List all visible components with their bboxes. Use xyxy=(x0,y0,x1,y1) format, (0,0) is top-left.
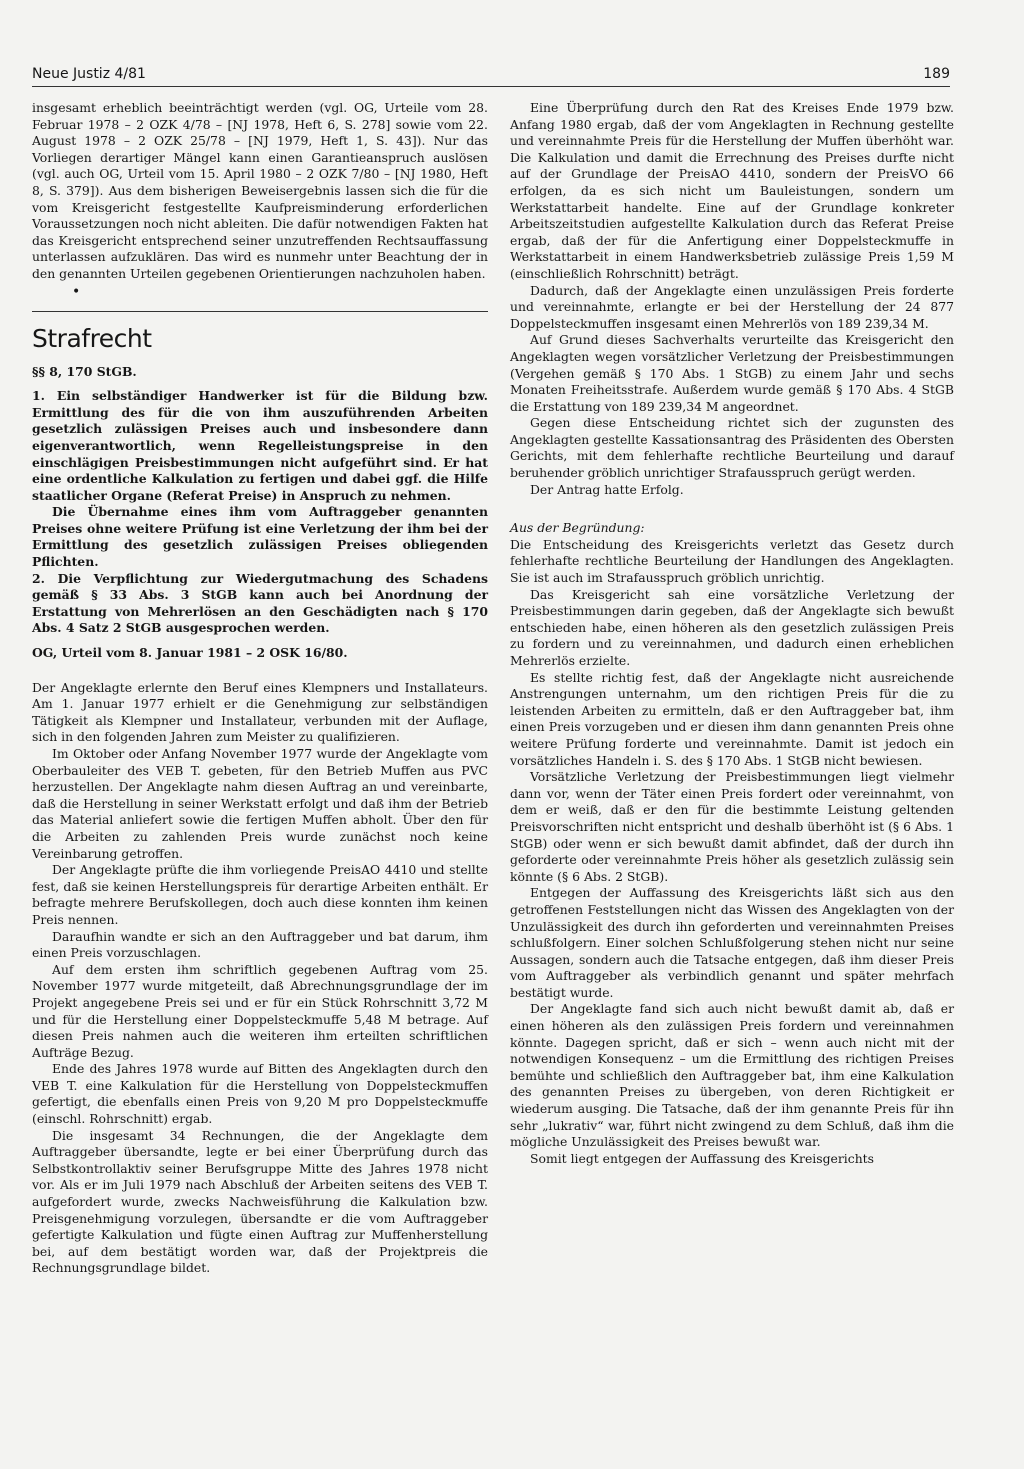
intro-paragraph: insgesamt erheblich beeinträchtigt werden (vgl. OG, Urteile vom 28. Februar 1978 – 2 OZK 4/78 – [NJ 1978, Heft 6, S. 278] sowie vom 22. August 1978 – 2 OZK 25/78 – [NJ 1979, Heft 1, S. 43]). Nur das Vorliegen derartiger Mängel kann einen Garantieanspruch auslösen (vgl. auch OG, Urteil vom 15. April 1980 – 2 OZK 7/80 – [NJ 1980, Heft 8, S. 379]). Aus dem bisherigen Beweisergebnis lassen sich die für die vom Kreisgericht festgestellte Kaufpreisminderung erforderlichen Voraussetzungen noch nicht ableiten. Die dafür notwendigen Fakten hat das Kreisgericht entsprechend seiner unzutreffenden Rechtsauffassung unterlassen aufzuklären. Das wird es nunmehr unter Beachtung der in den genannten Urteilen gegebenen Orientierungen nachzuholen haben. xyxy=(32,100,488,281)
facts-paragraph: Im Oktober oder Anfang November 1977 wurde der Angeklagte vom Oberbauleiter des VEB T. gebeten, für den Betrieb Muffen aus PVC herzustellen. Der Angeklagte nahm diesen Auftrag an und vereinbarte, daß die Herstellung in seiner Werkstatt erfolgt und daß ihm der Betrieb das Material anliefert sowie die fertigen Muffen abholt. Über den für die Arbeiten zu zahlenden Preis wurde zunächst noch keine Vereinbarung getroffen. xyxy=(32,746,488,861)
reasons-paragraph: Entgegen der Auffassung des Kreisgerichts läßt sich aus den getroffenen Feststellungen nicht das Wissen des Angeklagten von der Unzulässigkeit des durch ihn geforderten und vereinnahmten Preises schlußfolgern. Einer solchen Schlußfolgerung stehen nicht nur seine Aussagen, sondern auch die Tatsache entgegen, daß ihm dieser Preis vom Auftraggeber als verbindlich genannt und später mehrfach bestätigt wurde. xyxy=(510,885,954,1000)
left-column xyxy=(32,100,488,1277)
decision-citation: OG, Urteil vom 8. Januar 1981 – 2 OSK 16/80. xyxy=(32,645,348,661)
facts-paragraph: Daraufhin wandte er sich an den Auftraggeber und bat darum, ihm einen Preis vorzuschlagen. xyxy=(32,928,488,961)
facts-paragraph: Ende des Jahres 1978 wurde auf Bitten des Angeklagten durch den VEB T. eine Kalkulation für die Herstellung von Doppelsteckmuffen gefertigt, die ebenfalls einen Preis von 9,20 M pro Doppelsteckmuffe (einschl. Rohrschnitt) ergab. xyxy=(32,1061,488,1127)
page-number: 189 xyxy=(923,66,950,82)
body-paragraph: Eine Überprüfung durch den Rat des Kreises Ende 1979 bzw. Anfang 1980 ergab, daß der vom Angeklagten in Rechnung gestellte und vereinnahmte Preis für die Herstellung der Muffen überhöht war. Die Kalkulation und damit die Errechnung des Preises durfte nicht auf der Grundlage der PreisAO 4410, sondern der PreisVO 66 erfolgen, da es sich nicht um Bauleistungen, sondern um Werkstattarbeit handelte. Eine auf der Grundlage konkreter Arbeitszeitstudien aufgestellte Kalkulation durch das Referat Preise ergab, daß der für die Anfertigung einer Doppelsteckmuffe in Werkstattarbeit in einem Handwerksbetrieb zulässige Preis 1,59 M (einschließlich Rohrschnitt) beträgt. xyxy=(510,100,954,281)
headnote-2: 2. Die Verpflichtung zur Wiedergutmachung des Schadens gemäß § 33 Abs. 3 StGB kann auch bei Anordnung der Erstattung von Mehrerlösen an den Geschädigten nach § 170 Abs. 4 Satz 2 StGB ausgesprochen werden. xyxy=(32,570,488,636)
facts-paragraph: Der Angeklagte erlernte den Beruf eines Klempners und Installateurs. Am 1. Januar 1977 erhielt er die Genehmigung zur selbständigen Tätigkeit als Klempner und Installateur, verbunden mit der Auflage, sich in den folgenden Jahren zum Meister zu qualifizieren. xyxy=(32,679,488,745)
facts-paragraph: Der Angeklagte prüfte die ihm vorliegende PreisAO 4410 und stellte fest, daß sie keinen Herstellungspreis für derartige Arbeiten enthält. Er befragte mehrere Berufskollegen, doch auch diese konnten ihm keinen Preis nennen. xyxy=(32,862,488,927)
headnote-1b: Die Übernahme eines ihm vom Auftraggeber genannten Preises ohne weitere Prüfung ist eine Verletzung der ihm bei der Ermittlung des gesetzlich zulässigen Preises obliegenden Pflichten. xyxy=(32,504,488,570)
statute-reference: §§ 8, 170 StGB. xyxy=(32,363,137,379)
body-paragraph: Auf Grund dieses Sachverhalts verurteilte das Kreisgericht den Angeklagten wegen vorsätzlicher Verletzung der Preisbestimmungen (Vergehen gemäß § 170 Abs. 1 StGB) zu einem Jahr und sechs Monaten Freiheitsstrafe. Außerdem wurde gemäß § 170 Abs. 4 StGB die Erstattung von 189 239,34 M angeordnet. xyxy=(510,332,954,414)
body-paragraph: Gegen diese Entscheidung richtet sich der zugunsten des Angeklagten gestellte Kassationsantrag des Präsidenten des Obersten Gerichts, mit dem fehlerhafte rechtliche Beurteilung und darauf beruhender gröblich unrichtiger Strafausspruch gerügt werden. xyxy=(510,415,954,481)
journal-title: Neue Justiz 4/81 xyxy=(32,66,146,82)
reasons-paragraph: Der Angeklagte fand sich auch nicht bewußt damit ab, daß er einen höheren als den zulässigen Preis fordern und vereinnahmen könnte. Dagegen spricht, daß er sich – wenn auch nicht mit der notwendigen Konsequenz – um die Ermittlung des richtigen Preises bemühte und schließlich den Auftraggeber bat, ihm eine Kalkulation des genannten Preises zu übergeben, von deren Richtigkeit er wiederum ausging. Die Tatsache, daß der ihm genannte Preis für ihn sehr „lukrativ“ war, führt nicht zwingend zu dem Schluß, daß ihm die mögliche Unzulässigkeit des Preises bewußt war. xyxy=(510,1001,954,1150)
section-title: Strafrecht xyxy=(32,323,152,353)
reasons-paragraph: Das Kreisgericht sah eine vorsätzliche Verletzung der Preisbestimmungen darin gegeben, daß der Angeklagte sich bewußt entschieden habe, einen höheren als den gesetzlich zulässigen Preis zu fordern und zu vereinnahmen, und dadurch einen erheblichen Mehrerlös erzielte. xyxy=(510,586,954,668)
reasons-paragraph: Vorsätzliche Verletzung der Preisbestimmungen liegt vielmehr dann vor, wenn der Täter einen Preis fordert oder vereinnahmt, von dem er weiß, daß er den für die bestimmte Leistung geltenden Preisvorschriften nicht entspricht und deshalb überhöht ist (§ 6 Abs. 1 StGB) oder wenn er sich bewußt damit abfindet, daß der durch ihn geforderte oder vereinnahmte Preis höher als gesetzlich zulässig sein könnte (§ 6 Abs. 2 StGB). xyxy=(510,769,954,884)
reasons-first-paragraph: Die Entscheidung des Kreisgerichts verletzt das Gesetz durch fehlerhafte rechtliche Beurteilung der Handlungen des Angeklagten. Sie ist auch im Strafausspruch gröblich unrichtig. xyxy=(510,536,954,586)
body-paragraph: Der Antrag hatte Erfolg. xyxy=(530,481,684,497)
body-paragraph: Dadurch, daß der Angeklagte einen unzulässigen Preis forderte und vereinnahmte, erlangte er bei der Herstellung der 24 877 Doppelsteckmuffen insgesamt einen Mehrerlös von 189 239,34 M. xyxy=(510,282,954,331)
header-rule xyxy=(32,86,950,87)
reasons-heading: Aus der Begründung: xyxy=(510,520,645,536)
section-divider xyxy=(32,311,488,312)
reasons-paragraph: Es stellte richtig fest, daß der Angeklagte nicht ausreichende Anstrengungen unternahm, um den richtigen Preis für die zu leistenden Arbeiten zu ermitteln, daß er den Auftraggeber bat, ihm einen Preis vorzugeben und er diesen ihm dann genannten Preis ohne weitere Prüfung forderte und vereinnahmte. Damit ist jedoch ein vorsätzliches Handeln i. S. des § 170 Abs. 1 StGB nicht bewiesen. xyxy=(510,669,954,768)
reasons-paragraph: Somit liegt entgegen der Auffassung des Kreisgerichts xyxy=(530,1150,875,1166)
bullet-dot: • xyxy=(72,283,81,300)
headnote-1: 1. Ein selbständiger Handwerker ist für die Bildung bzw. Ermittlung des für die von ihm auszuführenden Arbeiten gesetzlich zulässigen Preises auch und insbesondere dann eigenverantwortlich, wenn Regelleistungspreise in den einschlägigen Preisbestimmungen nicht aufgeführt sind. Er hat eine ordentliche Kalkulation zu fertigen und dabei ggf. die Hilfe staatlicher Organe (Referat Preise) in Anspruch zu nehmen. xyxy=(32,388,488,503)
facts-paragraph: Auf dem ersten ihm schriftlich gegebenen Auftrag vom 25. November 1977 wurde mitgeteilt, daß Abrechnungsgrundlage der im Projekt angegebene Preis sei und er für ein Stück Rohrschnitt 3,72 M und für die Herstellung einer Doppelsteckmuffe 5,48 M betrage. Auf diesen Preis nahmen auch die weiteren ihm erteilten schriftlichen Aufträge Bezug. xyxy=(32,961,488,1060)
right-column xyxy=(510,100,954,1167)
facts-paragraph: Die insgesamt 34 Rechnungen, die der Angeklagte dem Auftraggeber übersandte, legte er bei einer Überprüfung durch das Selbstkontrollaktiv seiner Berufsgruppe Mitte des Jahres 1978 nicht vor. Als er im Juli 1979 nach Abschluß der Arbeiten seitens des VEB T. aufgefordert wurde, zwecks Nachweisführung die Kalkulation bzw. Preisgenehmigung vorzulegen, übersandte er die vom Auftraggeber gefertigte Kalkulation und fügte einen Auftrag zur Muffenherstellung bei, auf dem bestätigt worden war, daß der Projektpreis die Rechnungsgrundlage bildet. xyxy=(32,1127,488,1276)
